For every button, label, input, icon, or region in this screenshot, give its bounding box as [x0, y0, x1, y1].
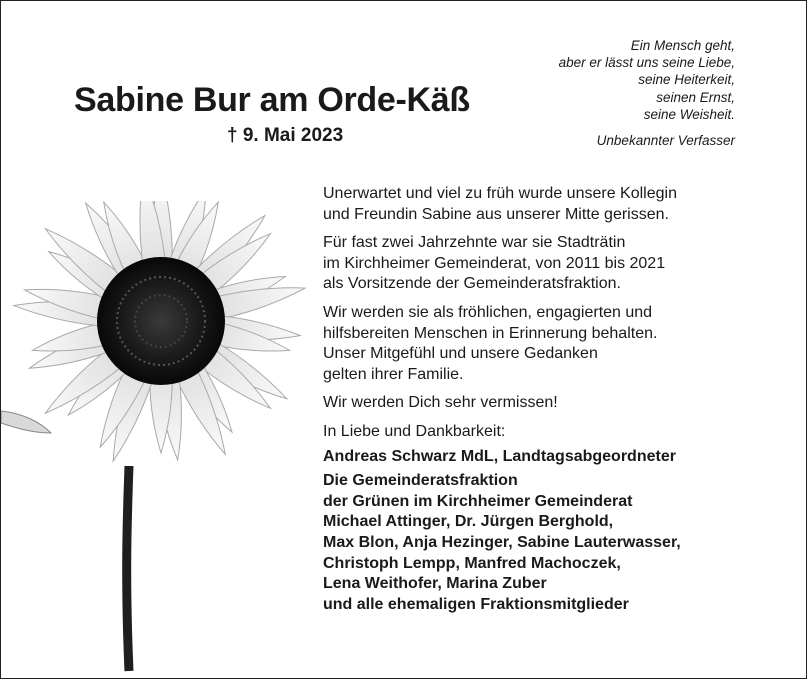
obituary-text	[323, 184, 793, 615]
farewell-line: Wir werden Dich sehr vermissen!	[323, 394, 558, 412]
deceased-name: Sabine Bur am Orde-Käß	[74, 81, 470, 119]
signature-block	[323, 447, 793, 468]
memorial-quote	[559, 37, 735, 149]
text-line: und Freundin Sabine aus unserer Mitte gerissen.	[323, 205, 669, 223]
sunflower-icon	[1, 201, 306, 676]
paragraph	[323, 393, 793, 414]
paragraph	[323, 184, 793, 225]
death-date: † 9. Mai 2023	[227, 125, 344, 146]
paragraph	[323, 422, 793, 443]
quote-line: seine Weisheit.	[643, 106, 735, 122]
text-line: Unser Mitgefühl und unsere Gedanken	[323, 345, 598, 363]
text-line: im Kirchheimer Gemeinderat, von 2011 bis 2021	[323, 254, 666, 272]
paragraph	[323, 303, 793, 385]
signature-line: Andreas Schwarz MdL, Landtagsabgeordneter	[323, 447, 676, 465]
signature-block	[323, 471, 793, 615]
signature-line: Lena Weithofer, Marina Zuber	[323, 575, 547, 593]
quote-line: seine Heiterkeit,	[638, 72, 735, 88]
quote-line: aber er lässt uns seine Liebe,	[558, 55, 735, 71]
signature-line: Michael Attinger, Dr. Jürgen Berghold,	[323, 513, 614, 531]
quote-author: Unbekannter Verfasser	[596, 133, 735, 149]
text-line: als Vorsitzende der Gemeinderatsfraktion.	[323, 275, 621, 293]
text-line: hilfsbereiten Menschen in Erinnerung behalten.	[323, 324, 658, 342]
signature-line: der Grünen im Kirchheimer Gemeinderat	[323, 492, 633, 510]
text-line: Unerwartet und viel zu früh wurde unsere Kollegin	[323, 185, 677, 202]
text-line: gelten ihrer Familie.	[323, 365, 464, 383]
signature-line: Die Gemeinderatsfraktion	[323, 472, 518, 490]
paragraph	[323, 233, 793, 295]
text-line: Wir werden sie als fröhlichen, engagierten und	[323, 303, 653, 321]
closing-line: In Liebe und Dankbarkeit:	[323, 422, 506, 440]
text-line: Für fast zwei Jahrzehnte war sie Stadträtin	[323, 234, 626, 252]
signature-line: Christoph Lempp, Manfred Machoczek,	[323, 554, 621, 572]
signature-line: Max Blon, Anja Hezinger, Sabine Lauterwasser,	[323, 533, 681, 551]
quote-line: Ein Mensch geht,	[630, 38, 735, 53]
signature-line: und alle ehemaligen Fraktionsmitglieder	[323, 595, 629, 613]
quote-line: seinen Ernst,	[656, 89, 735, 105]
